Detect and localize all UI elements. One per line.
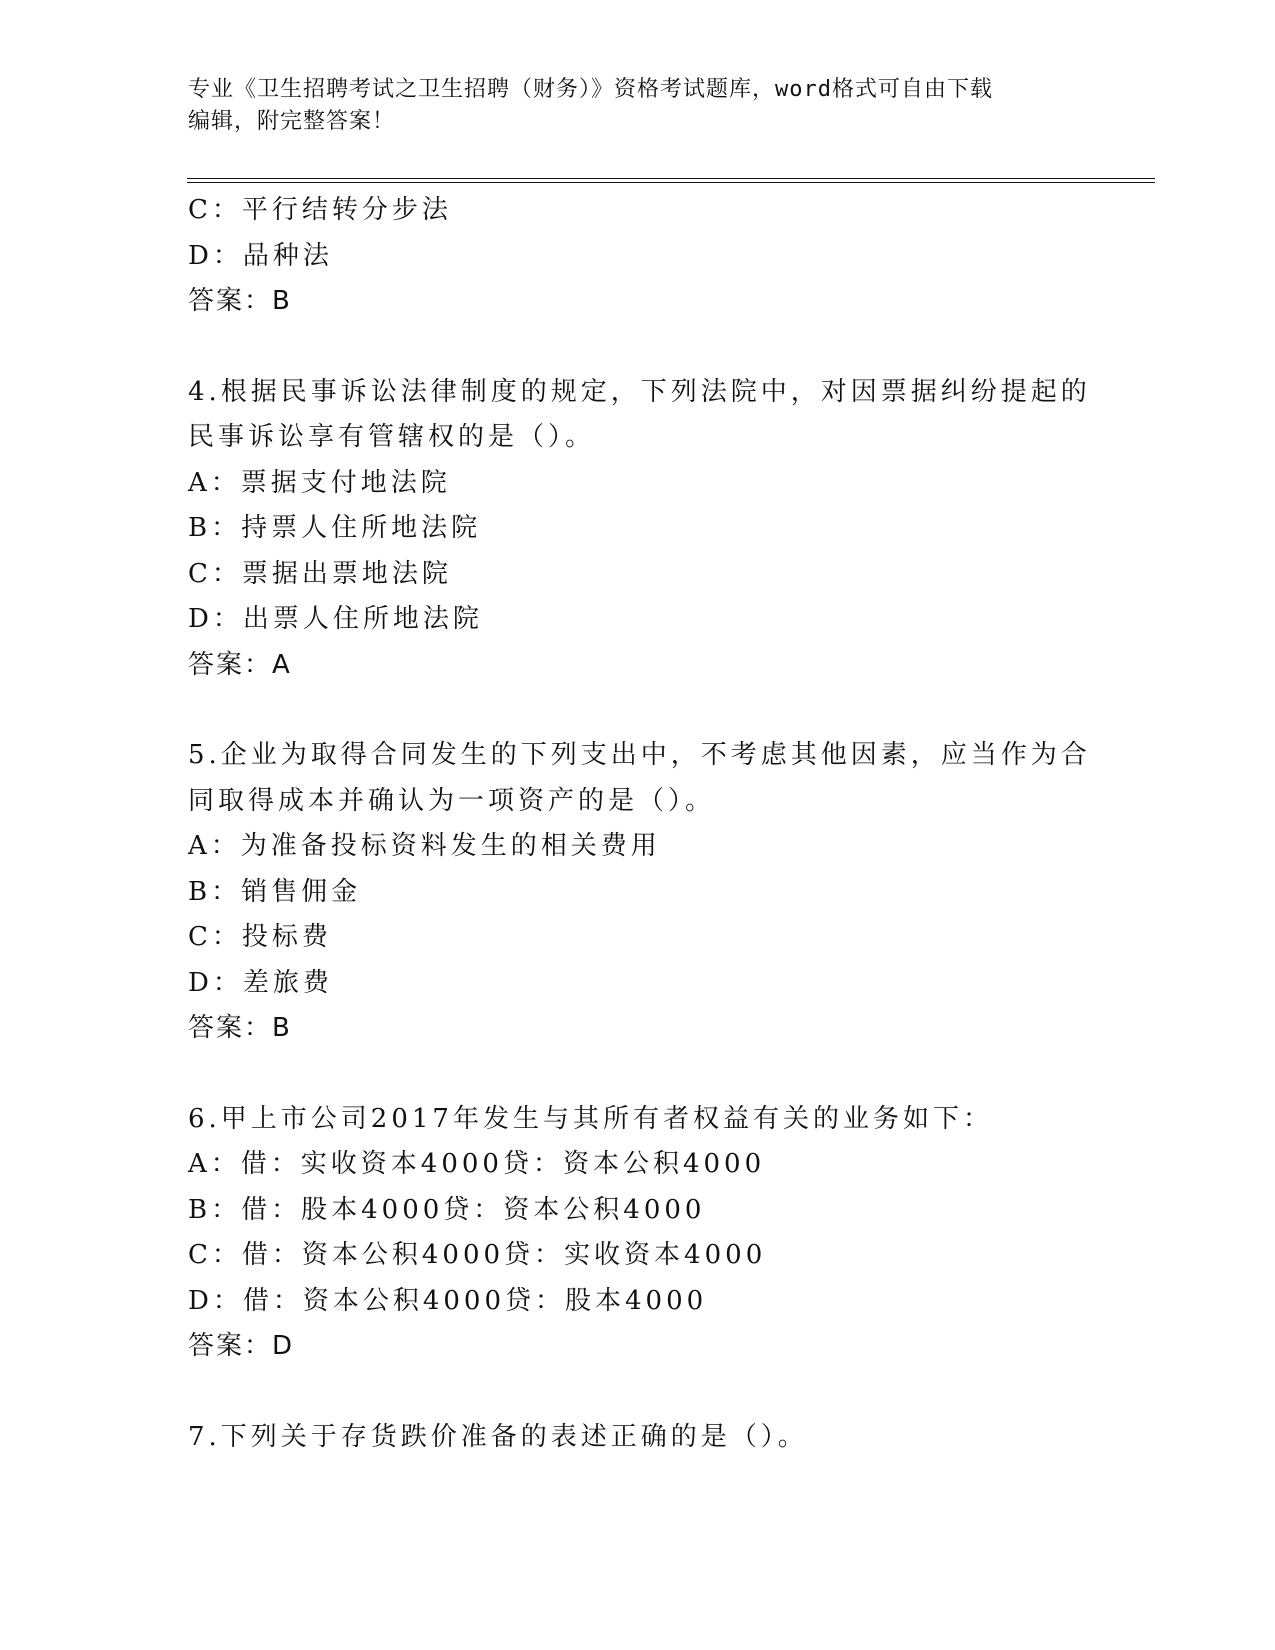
option-b: B：销售佣金	[188, 876, 362, 907]
option-c: C：投标费	[188, 922, 332, 952]
spacer	[188, 688, 1148, 733]
option-b: B：借：股本4000贷：资本公积4000	[188, 1194, 706, 1225]
option-a: A：为准备投标资料发生的相关费用	[188, 831, 661, 861]
option-a: A：借：实收资本4000贷：资本公积4000	[188, 1149, 766, 1179]
option-c: C：票据出票地法院	[188, 558, 452, 589]
spacer	[188, 1370, 1148, 1415]
question-stem-line-1: 6.甲上市公司2017年发生与其所有者权益有关的业务如下：	[188, 1103, 993, 1134]
option-d: D：出票人住所地法院	[188, 604, 483, 634]
answer-line: 答案：A	[188, 649, 292, 680]
option-d: D：借：资本公积4000贷：股本4000	[188, 1285, 708, 1316]
header-line-2: 编辑，附完整答案！	[188, 109, 396, 134]
option-d: D：差旅费	[188, 967, 333, 998]
question-stem-line-2: 民事诉讼享有管辖权的是（）。	[188, 422, 596, 452]
spacer	[188, 325, 1148, 370]
spacer	[188, 1052, 1148, 1097]
option-d: D：品种法	[188, 240, 333, 271]
question-stem-line-1: 4.根据民事诉讼法律制度的规定，下列法院中，对因票据纠纷提起的	[188, 376, 1091, 407]
answer-line: 答案：B	[188, 1013, 292, 1043]
option-c: C：借：资本公积4000贷：实收资本4000	[188, 1240, 767, 1270]
question-7	[188, 1415, 1148, 1461]
option-b: B：持票人住所地法院	[188, 513, 482, 543]
answer-line: 答案：D	[188, 1331, 295, 1361]
question-6	[188, 1097, 1148, 1370]
question-4	[188, 370, 1148, 689]
question-stem-line-1: 7.下列关于存货跌价准备的表述正确的是（）。	[188, 1421, 808, 1452]
question-stem-line-1: 5.企业为取得合同发生的下列支出中，不考虑其他因素，应当作为合	[188, 740, 1091, 770]
question-5	[188, 733, 1148, 1052]
option-a: A：票据支付地法院	[188, 467, 451, 498]
option-c: C：平行结转分步法	[188, 195, 452, 225]
document-header	[188, 74, 1088, 138]
question-3-tail	[188, 188, 1148, 325]
header-divider-top	[187, 178, 1155, 179]
header-line-1: 专业《卫生招聘考试之卫生招聘（财务）》资格考试题库，word格式可自由下载	[188, 77, 993, 102]
answer-line: 答案：B	[188, 286, 292, 316]
question-list	[188, 188, 1148, 1460]
question-stem-line-2: 同取得成本并确认为一项资产的是（）。	[188, 785, 716, 816]
header-divider-bottom	[187, 182, 1155, 183]
